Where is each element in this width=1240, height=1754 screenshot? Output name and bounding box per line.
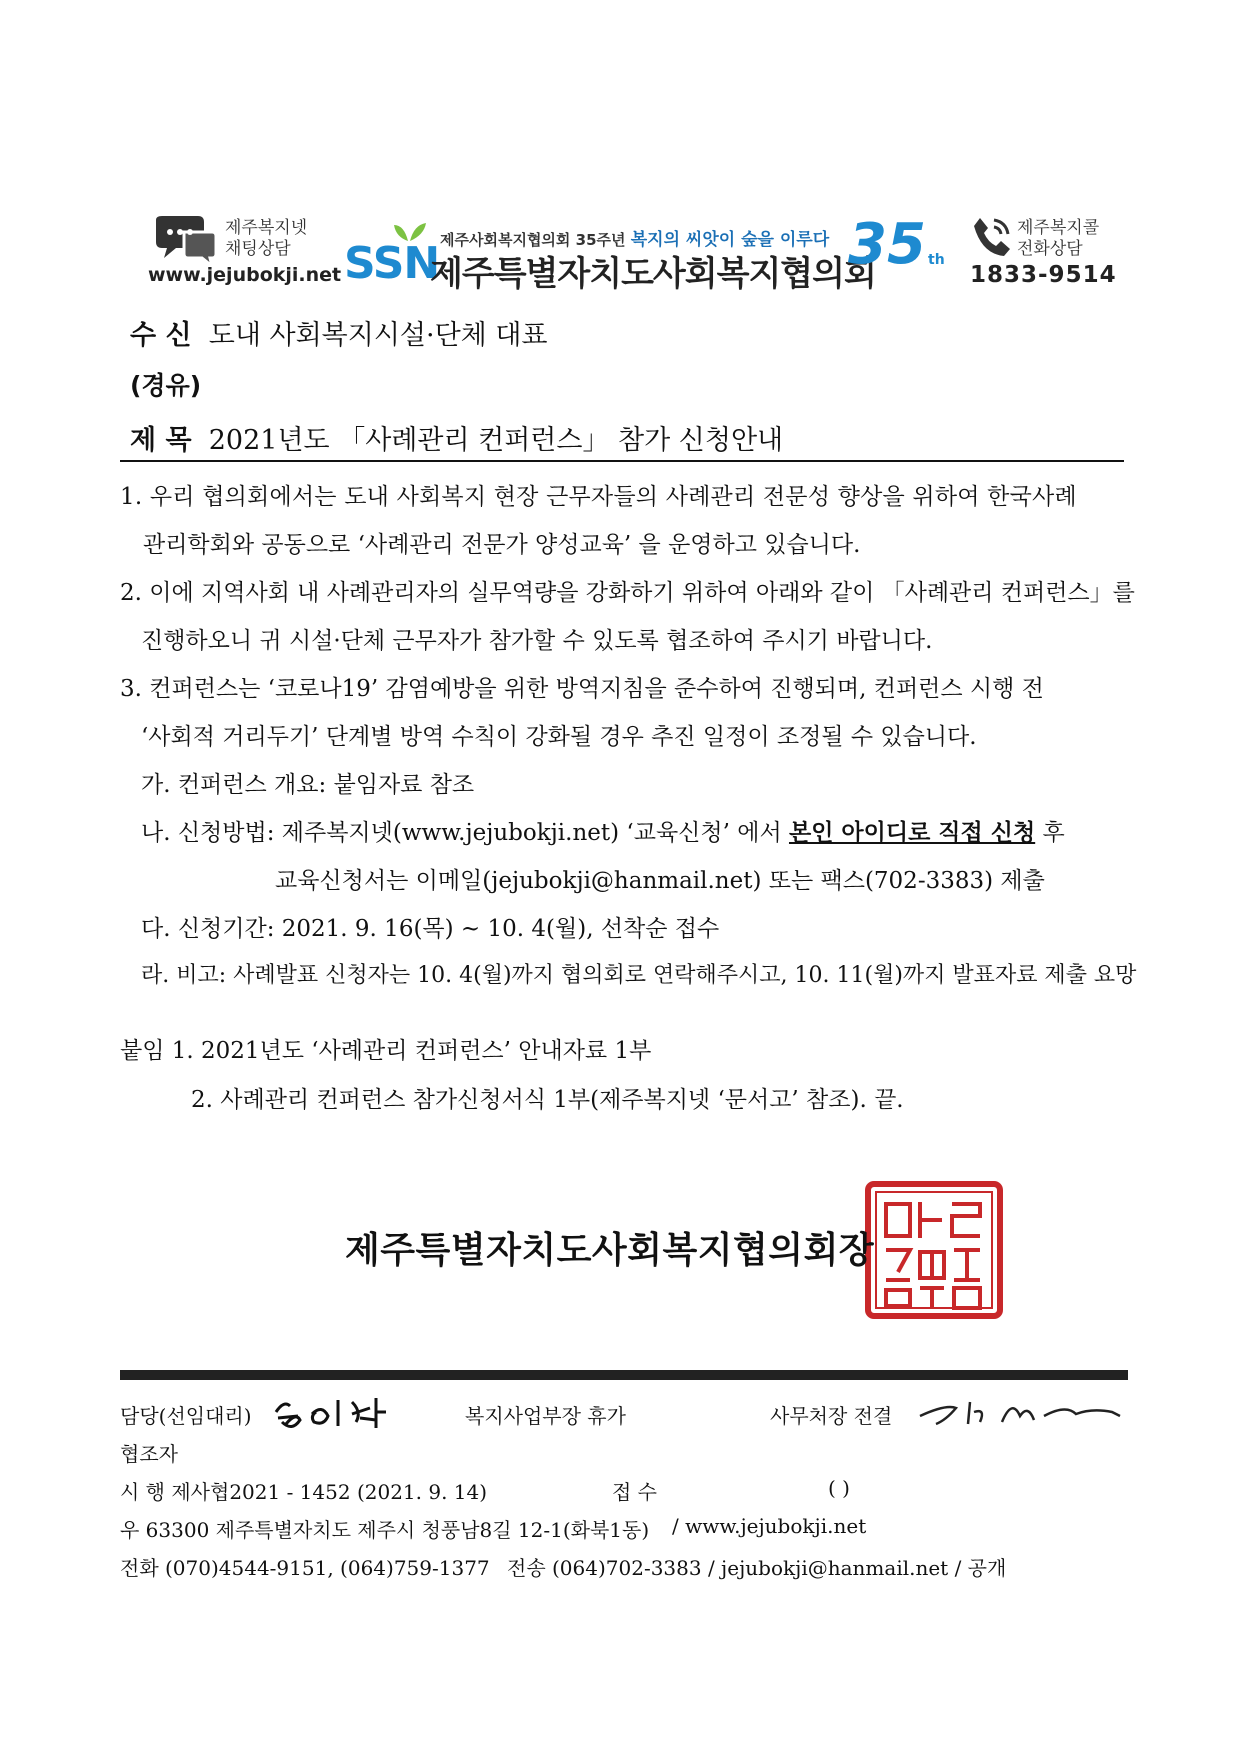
chat-consult-label: 제주복지넷 채팅상담 [225,218,308,259]
item-application-method-line-2: 교육신청서는 이메일(jejubokji@hanmail.net) 또는 팩스(702-3383) 제출 [275,868,1045,894]
receipt-label: 접 수 [612,1480,657,1504]
official-seal-stamp [864,1180,1004,1320]
leaf-icon [392,221,426,243]
item-application-method: 나. 신청방법: 제주복지넷(www.jejubokji.net) ‘교육신청’ 에서 본인 아이디로 직접 신청 후 [141,820,1065,846]
attachment-2: 2. 사례관리 컨퍼런스 참가신청서식 1부(제주복지넷 ‘문서고’ 참조). 끝. [191,1087,904,1113]
paragraph-1-line-1: 1. 우리 협의회에서는 도내 사회복지 현장 근무자들의 사례관리 전문성 향상을 위하여 한국사례 [120,484,1077,510]
item-application-period: 다. 신청기간: 2021. 9. 16(목) ~ 10. 4(월), 선착순 접수 [141,916,720,942]
attachment-1: 붙임 1. 2021년도 ‘사례관리 컨퍼런스’ 안내자료 1부 [120,1038,652,1064]
receipt-blank: ( ) [828,1476,850,1500]
subject-row: 제 목 2021년도 「사례관리 컨퍼런스」 참가 신청안내 [130,425,784,456]
paragraph-2-line-1: 2. 이에 지역사회 내 사례관리자의 실무역량을 강화하기 위하여 아래와 같이 「사례관리 컨퍼런스」를 [120,580,1135,606]
footer-website: / www.jejubokji.net [672,1514,867,1538]
anniversary-tagline: 제주사회복지협의회 35주년 복지의 씨앗이 숲을 이루다 [440,230,830,250]
header-divider [120,460,1124,462]
manager-approval: 복지사업부장 휴가 [465,1404,626,1428]
emphasis-self-apply: 본인 아이디로 직접 신청 [788,820,1036,846]
paragraph-2-line-2: 진행하오니 귀 시설·단체 근무자가 참가할 수 있도록 협조하여 주시기 바랍니다. [141,628,933,654]
staff-signature [272,1392,402,1432]
org-name-logo: 제주특별자치도사회복지협의회 [430,254,876,294]
paragraph-3-line-2: ‘사회적 거리두기’ 단계별 방역 수칙이 강화될 경우 추진 일정이 조정될 수 있습니다. [141,724,977,750]
via-row: (경유) [130,371,202,400]
call-number: 1833-9514 [970,262,1117,288]
call-consult-label: 제주복지콜 전화상담 [1017,218,1100,259]
postal-address: 우 63300 제주특별자치도 제주시 청풍남8길 12-1(화북1동) [120,1518,650,1542]
staff-approval: 담당(선임대리) [120,1404,252,1428]
director-approval: 사무처장 전결 [770,1404,893,1428]
site-url: www.jejubokji.net [148,264,342,286]
ssn-logo: SSN [344,238,440,289]
paragraph-1-line-2: 관리학회와 공동으로 ‘사례관리 전문가 양성교육’ 을 운영하고 있습니다. [143,532,861,558]
enforcement-number: 시 행 제사협2021 - 1452 (2021. 9. 14) [120,1480,488,1504]
sender-name: 제주특별자치도사회복지협의회장 [345,1229,875,1271]
item-overview: 가. 컨퍼런스 개요: 붙임자료 참조 [141,772,475,798]
director-signature [916,1394,1126,1430]
phone-icon [968,214,1014,260]
fax-email-disclosure: 전송 (064)702-3383 / jejubokji@hanmail.net / 공개 [507,1556,1007,1580]
chat-bubble-icon [150,214,220,270]
paragraph-3-line-1: 3. 컨퍼런스는 ‘코로나19’ 감염예방을 위한 방역지침을 준수하여 진행되며, 컨퍼런스 시행 전 [120,676,1044,702]
cooperator-row: 협조자 [120,1442,178,1466]
anniversary-35th-logo: 35 th [848,212,945,277]
phone-numbers: 전화 (070)4544-9151, (064)759-1377 [120,1556,490,1580]
item-remarks: 라. 비고: 사례발표 신청자는 10. 4(월)까지 협의회로 연락해주시고, 10. 11(월)까지 발표자료 제출 요망 [141,963,1137,988]
recipient-row: 수 신 도내 사회복지시설·단체 대표 [130,320,548,351]
footer-divider [120,1370,1128,1380]
